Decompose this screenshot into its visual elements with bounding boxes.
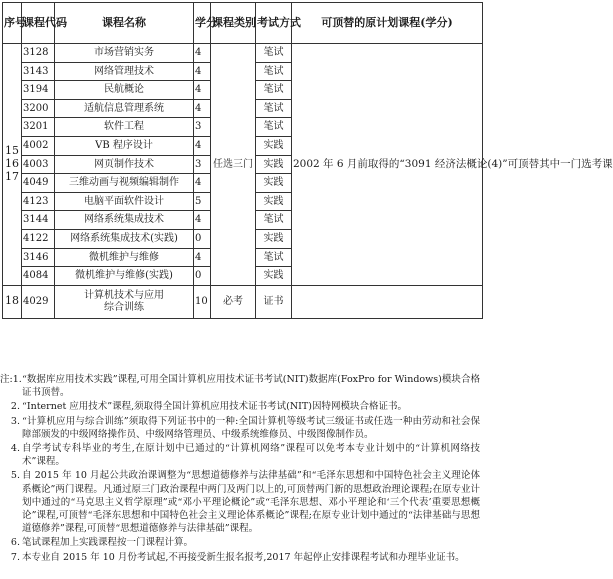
group-category: 任选三门 xyxy=(211,44,256,286)
course-exam: 证书 xyxy=(256,285,292,318)
note-item xyxy=(0,415,484,441)
course-exam: 实践 xyxy=(256,136,292,155)
course-exam: 笔试 xyxy=(256,248,292,267)
note-text: “Internet 应用技术”课程,须取得全国计算机应用技术证书考试(NIT)因特网模块合格证书。 xyxy=(22,401,407,413)
course-exam: 笔试 xyxy=(256,211,292,230)
group-seq-cell xyxy=(3,44,22,286)
course-credit: 4 xyxy=(194,44,211,63)
header-name: 课程名称 xyxy=(55,3,194,44)
course-code: 4122 xyxy=(22,229,55,248)
note-label: 6. xyxy=(10,537,20,549)
course-code: 3146 xyxy=(22,248,55,267)
course-table xyxy=(2,2,613,319)
course-credit: 4 xyxy=(194,99,211,118)
course-exam: 笔试 xyxy=(256,62,292,81)
table-row-required xyxy=(3,285,483,318)
header-replace: 可顶替的原计划课程(学分) xyxy=(292,3,483,44)
course-code: 3200 xyxy=(22,99,55,118)
course-credit: 0 xyxy=(194,267,211,286)
course-exam: 实践 xyxy=(256,155,292,174)
course-exam: 实践 xyxy=(256,267,292,286)
course-name: 软件工程 xyxy=(55,118,194,137)
note-text: 笔试课程加上实践课程按一门课程计算。 xyxy=(22,537,194,549)
course-code: 4049 xyxy=(22,174,55,193)
course-exam: 笔试 xyxy=(256,118,292,137)
note-item xyxy=(0,442,484,468)
course-code: 3201 xyxy=(22,118,55,137)
course-credit: 0 xyxy=(194,229,211,248)
header-seq: 序号 xyxy=(3,3,22,44)
course-replace xyxy=(292,285,483,318)
note-label: 注:1. xyxy=(0,374,22,385)
course-name-line: 计算机技术与应用 xyxy=(84,290,164,302)
header-category: 课程类别 xyxy=(211,3,256,44)
note-label: 5. xyxy=(10,470,20,482)
course-exam: 实践 xyxy=(256,192,292,211)
course-exam: 实践 xyxy=(256,174,292,193)
note-text: “数据库应用技术实践”课程,可用全国计算机应用技术证书考试(NIT)数据库(FoxPro for Windows)模块合格证书顶替。 xyxy=(22,374,480,399)
course-credit: 4 xyxy=(194,248,211,267)
course-credit: 4 xyxy=(194,211,211,230)
course-code: 3128 xyxy=(22,44,55,63)
header-credit: 学分 xyxy=(194,3,211,44)
course-code: 3143 xyxy=(22,62,55,81)
course-name: 市场营销实务 xyxy=(55,44,194,63)
course-name-line: 综合训练 xyxy=(104,301,144,313)
course-credit: 4 xyxy=(194,136,211,155)
course-name: 网络系统集成技术(实践) xyxy=(55,229,194,248)
table-header-row xyxy=(3,3,483,44)
course-credit: 4 xyxy=(194,81,211,100)
group-seq-15: 15 xyxy=(5,144,19,158)
course-code: 3144 xyxy=(22,211,55,230)
course-exam: 笔试 xyxy=(256,99,292,118)
course-exam: 实践 xyxy=(256,229,292,248)
group-seq-16: 16 xyxy=(5,157,19,171)
note-item xyxy=(0,400,484,413)
course-code: 4003 xyxy=(22,155,55,174)
course-credit: 5 xyxy=(194,192,211,211)
course-credit: 10 xyxy=(194,285,211,318)
course-code: 4002 xyxy=(22,136,55,155)
note-text: 本专业自 2015 年 10 月份考试起,不再接受新生报名报考,2017 年起停止安排课程考试和办理毕业证书。 xyxy=(22,551,465,563)
note-label: 3. xyxy=(10,415,20,427)
course-name: VB 程序设计 xyxy=(55,136,194,155)
course-code: 4084 xyxy=(22,267,55,286)
course-credit: 4 xyxy=(194,174,211,193)
course-code: 4123 xyxy=(22,192,55,211)
course-name: 民航概论 xyxy=(55,81,194,100)
course-name: 三维动画与视频编辑制作 xyxy=(55,174,194,193)
course-name: 适航信息管理系统 xyxy=(55,99,194,118)
group-replace-note: 2002 年 6 月前取得的“3091 经济法概论(4)”可顶替其中一门选考课 xyxy=(292,44,483,286)
group-seq-17: 17 xyxy=(5,169,19,183)
course-name: 网页制作技术 xyxy=(55,155,194,174)
notes-section xyxy=(0,373,484,565)
note-item xyxy=(0,373,484,399)
note-item xyxy=(0,551,484,564)
course-credit: 4 xyxy=(194,62,211,81)
course-name: 网络系统集成技术 xyxy=(55,211,194,230)
note-text: 自学考试专科毕业的考生,在原计划中已通过的“计算机网络”课程可以免考本专业计划中的“计算机网络技术”课程。 xyxy=(22,443,480,468)
course-code: 4029 xyxy=(22,285,55,318)
course-name xyxy=(55,285,194,318)
note-label: 2. xyxy=(10,401,20,413)
row-seq: 18 xyxy=(3,285,22,318)
course-name: 微机维护与维修 xyxy=(55,248,194,267)
course-exam: 笔试 xyxy=(256,44,292,63)
header-exam: 考试方式 xyxy=(256,3,292,44)
course-name: 网络管理技术 xyxy=(55,62,194,81)
course-exam: 笔试 xyxy=(256,81,292,100)
note-item xyxy=(0,536,484,549)
note-text: 自 2015 年 10 月起公共政治课调整为“思想道德修养与法律基础”和“毛泽东思想和中国特色社会主义理论体系概论”两门课程。凡通过原三门政治课程中两门及两门以上的,可顶替两门新的思想政治理论课程;在原专业计划中通过的“马克思主义哲学原理”或“邓小平理论概论”或“毛泽东思想、邓小平理论和‘三个代表’重要思想概论”课程,可顶替“毛泽东思想和中国特色社会主义理论体系概论”课程;在原专业计划中通过的“法律基础与思想道德修养”课程,可顶替“思想道德修养与法律基础”课程。 xyxy=(22,470,480,535)
course-name: 微机维护与维修(实践) xyxy=(55,267,194,286)
note-item xyxy=(0,469,484,535)
header-code: 课程代码 xyxy=(22,3,55,44)
notes-prefix: 注: xyxy=(0,374,13,385)
course-code: 3194 xyxy=(22,81,55,100)
table-row xyxy=(3,44,483,63)
note-label: 4. xyxy=(10,443,20,455)
course-name: 电脑平面软件设计 xyxy=(55,192,194,211)
note-label: 7. xyxy=(10,551,20,563)
course-credit: 3 xyxy=(194,118,211,137)
course-credit: 3 xyxy=(194,155,211,174)
course-category: 必考 xyxy=(211,285,256,318)
note-text: “计算机应用与综合训练”须取得下列证书中的一种:全国计算机等级考试三级证书或任选一种由劳动和社会保障部颁发的中级网络操作员、中级网络管理员、中级系统维修员、中级图像制作员。 xyxy=(22,415,480,440)
